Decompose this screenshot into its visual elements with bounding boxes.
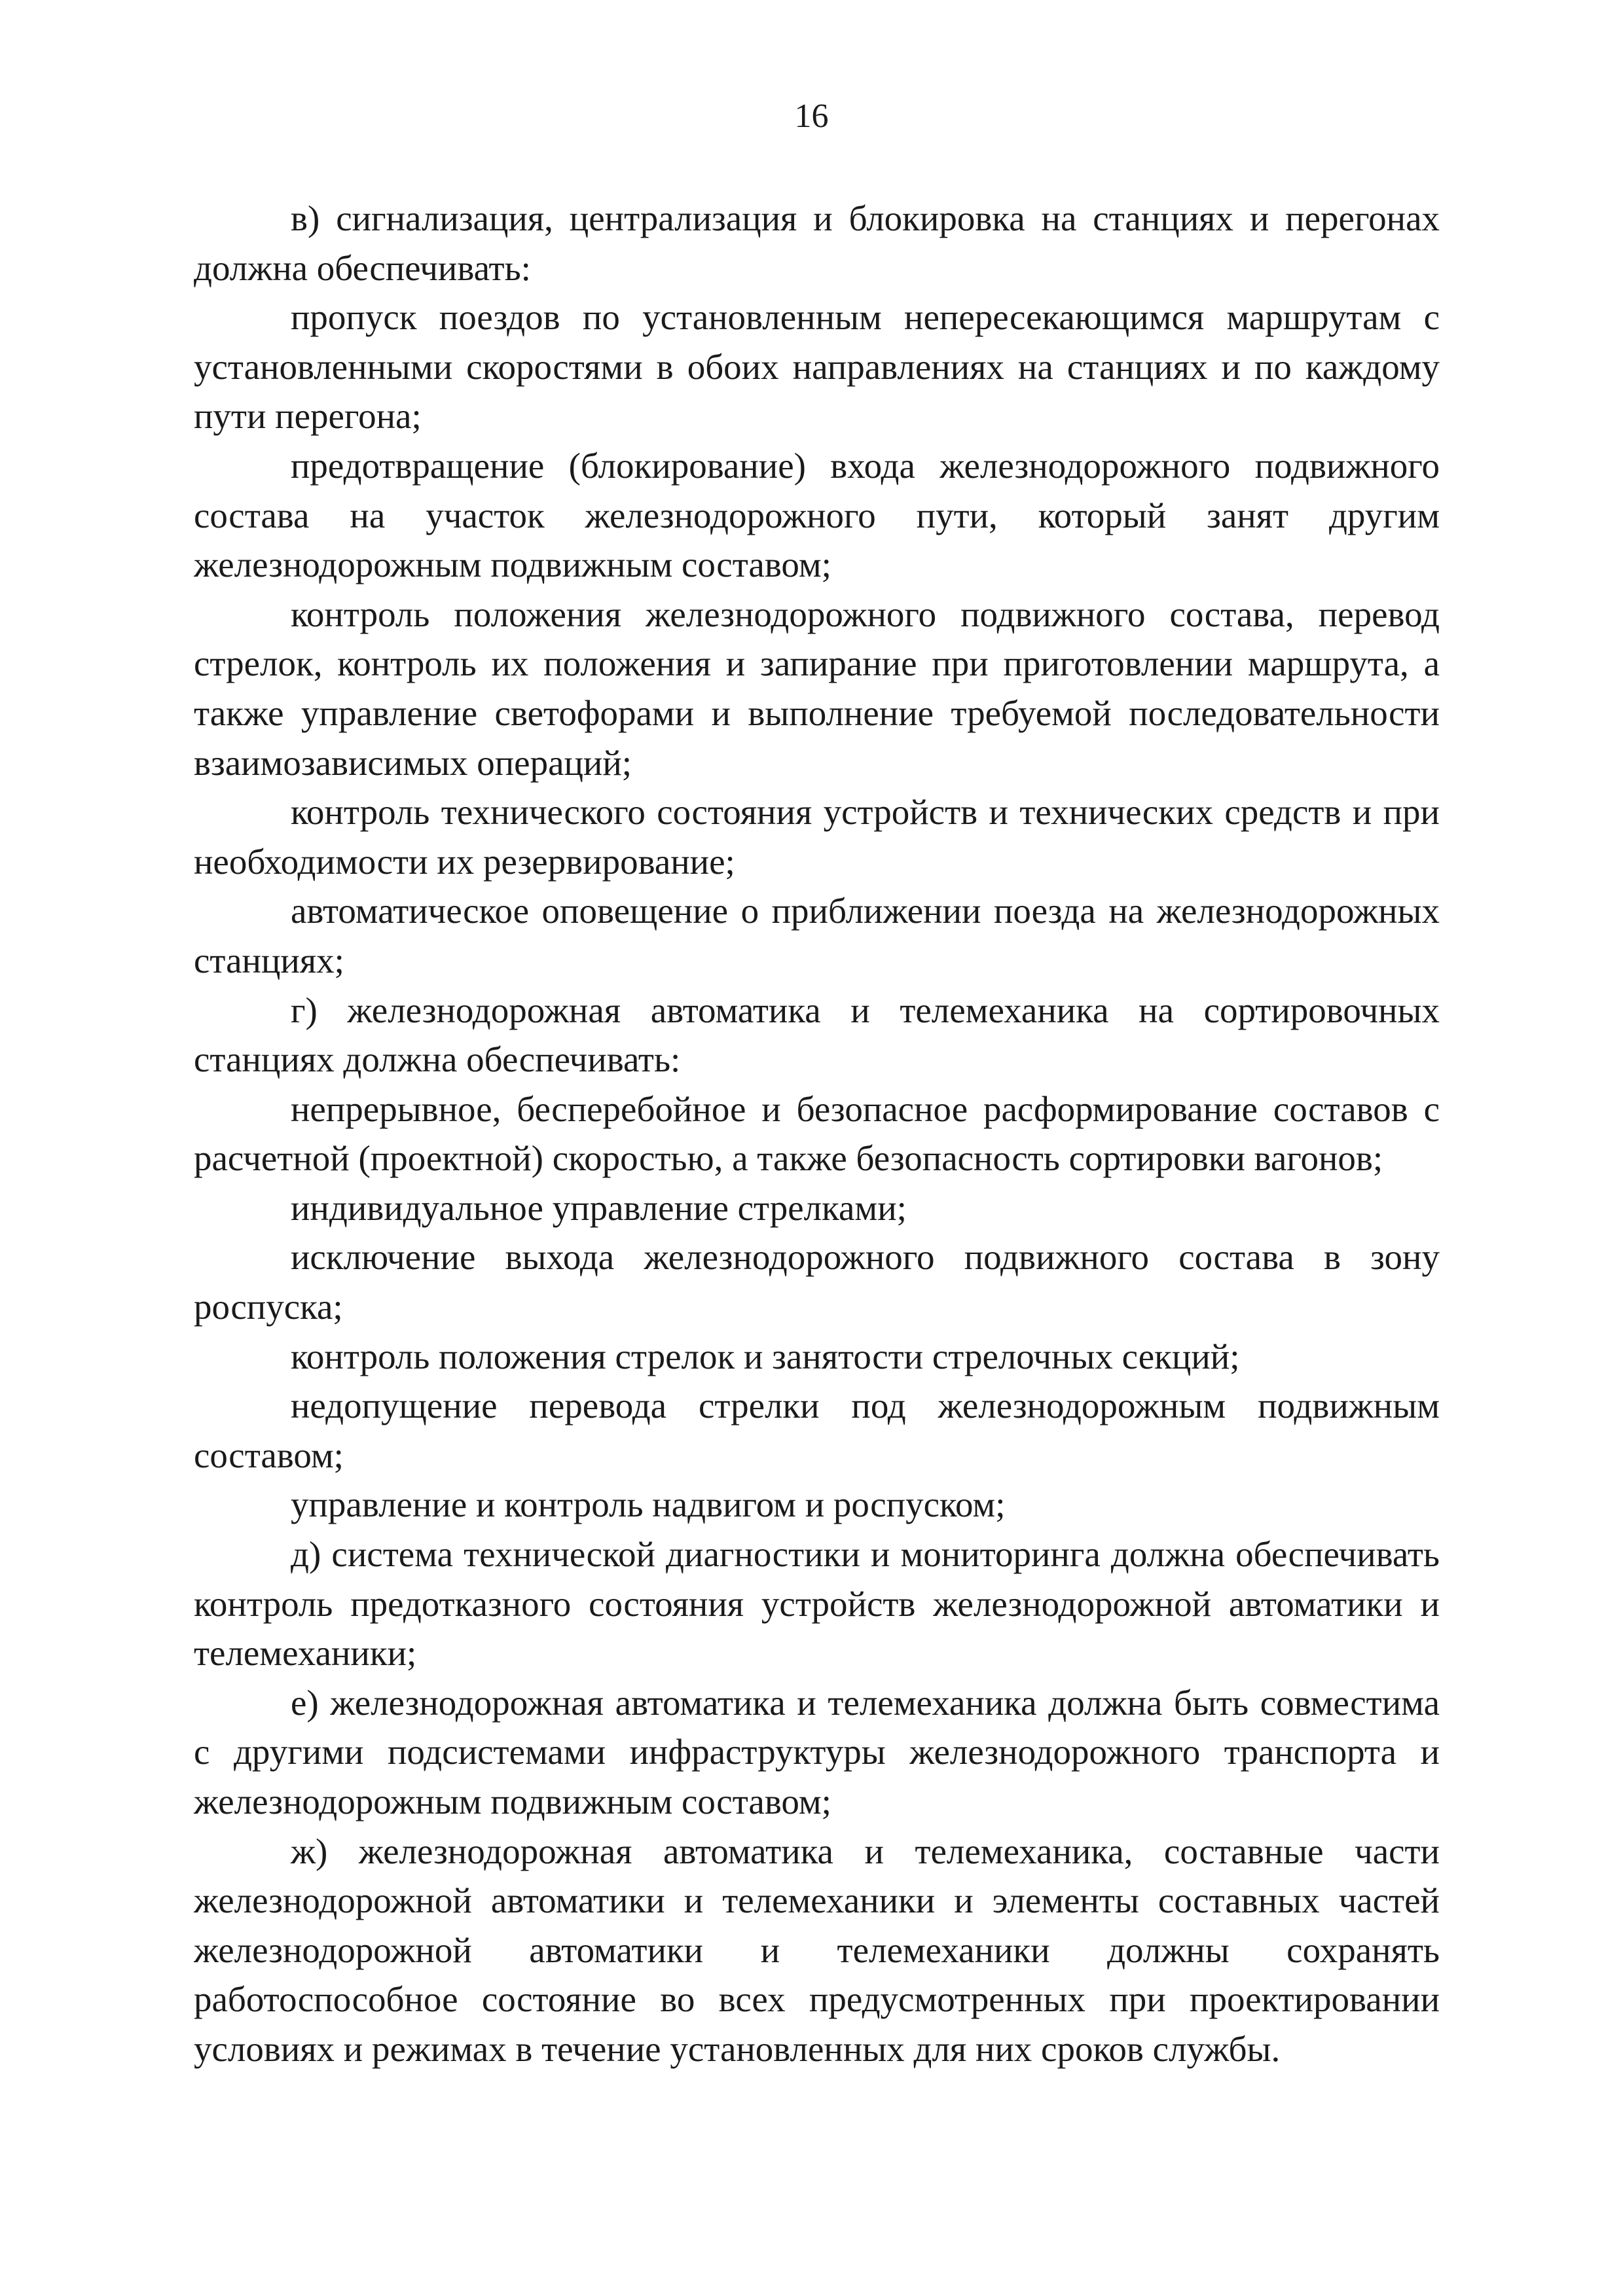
paragraph-v-signaling: в) сигнализация, централизация и блокировка на станциях и перегонах должна обеспечивать: [194,198,1440,288]
paragraph-exit-exclusion: исключение выхода железнодорожного подвижного состава в зону роспуска; [194,1237,1440,1327]
page-number: 16 [794,98,829,135]
paragraph-automatic-notification: автоматическое оповещение о приближении поезда на железнодорожных станциях; [194,891,1440,980]
paragraph-individual-switch-control: индивидуальное управление стрелками; [291,1187,907,1228]
paragraph-technical-state-control: контроль технического состояния устройств и технических средств и при необходимости их резервирование; [194,792,1440,882]
paragraph-continuous-disbanding: непрерывное, бесперебойное и безопасное расформирование составов с расчетной (проектной) скоростью, а также безопасность сортировки вагонов; [194,1088,1440,1179]
document-body [194,194,1440,2074]
paragraph-train-passage: пропуск поездов по установленным непересекающимся маршрутам с установленными скоростями в обоих направлениях на станциях и по каждому пути перегона; [194,297,1440,437]
paragraph-entry-prevention: предотвращение (блокирование) входа железнодорожного подвижного состава на участок железнодорожного пути, который занят другим железнодорожным подвижным составом; [194,445,1440,585]
paragraph-e-compatibility: е) железнодорожная автоматика и телемеханика должна быть совместима с другими подсистемами инфраструктуры железнодорожного транспорта и железнодорожным подвижным составом; [194,1682,1440,1821]
paragraph-zh-operability: ж) железнодорожная автоматика и телемеханика, составные части железнодорожной автоматики и телемеханики и элементы составных частей железнодорожной автоматики и телемеханики должны сохранять работоспособное состояние во всех предусмотренных при проектировании условиях и режимах в течение установленных для них сроков службы. [194,1831,1440,2069]
paragraph-switch-transfer-prevention: недопущение перевода стрелки под железнодорожным подвижным составом; [194,1386,1440,1475]
paragraph-g-sorting-stations: г) железнодорожная автоматика и телемеханика на сортировочных станциях должна обеспечивать: [194,990,1440,1080]
paragraph-switch-position-control: контроль положения стрелок и занятости стрелочных секций; [291,1336,1240,1376]
paragraph-d-diagnostics: д) система технической диагностики и мониторинга должна обеспечивать контроль предотказного состояния устройств железнодорожной автоматики и телемеханики; [194,1534,1440,1674]
paragraph-pushing-control: управление и контроль надвигом и роспуском; [291,1484,1006,1525]
paragraph-position-control: контроль положения железнодорожного подвижного состава, перевод стрелок, контроль их положения и запирание при приготовлении маршрута, а также управление светофорами и выполнение требуемой последовательности взаимозависимых операций; [194,594,1440,783]
